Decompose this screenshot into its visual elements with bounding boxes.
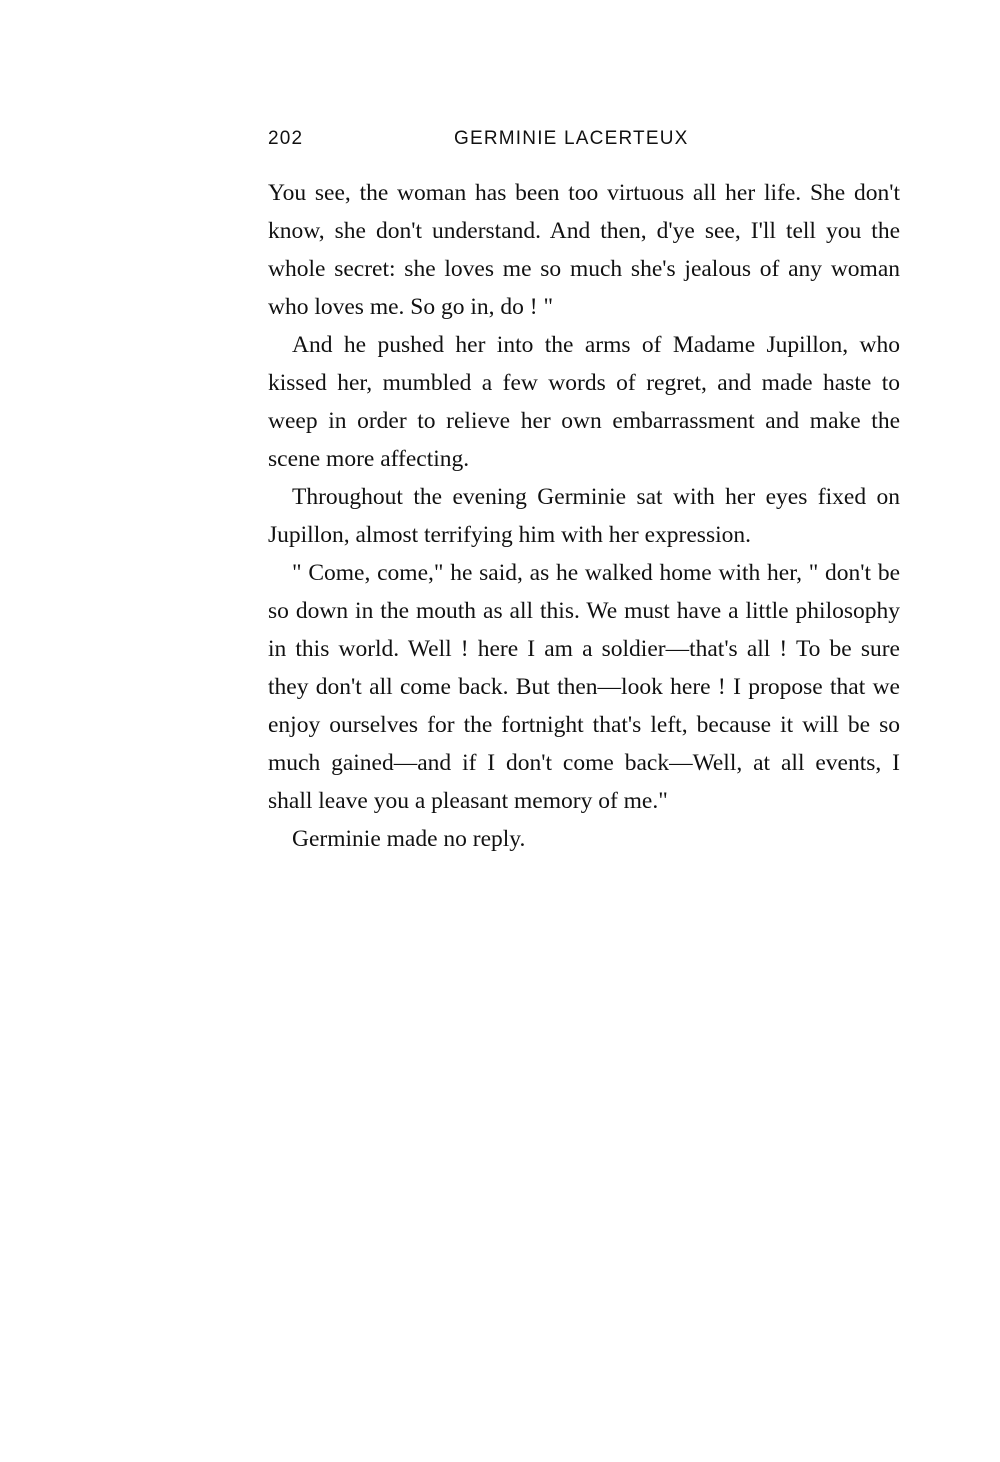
paragraph: " Come, come," he said, as he walked home with her, " don't be so down in the mouth as all this. We must have a little philosophy in this world. Well ! here I am a soldier—that's all ! To be sure they don't all come back. But then—look here ! I propose that we enjoy ourselves for the fortnight that's left, because it will be so much gained—and if I don't come back—Well, at all events, I shall leave you a pleasant memory of me." — [268, 560, 900, 814]
paragraph: And he pushed her into the arms of Madame Jupillon, who kissed her, mumbled a few words of regret, and made haste to weep in order to relieve her own embarrassment and make the scene more affecting. — [268, 332, 900, 472]
paragraph: Throughout the evening Germinie sat with her eyes fixed on Jupillon, almost terrifying him with her expression. — [268, 484, 900, 548]
running-head — [268, 128, 900, 158]
body-text — [268, 174, 900, 858]
paragraph: Germinie made no reply. — [292, 826, 526, 852]
page-number: 202 — [268, 128, 304, 149]
paragraph: You see, the woman has been too virtuous all her life. She don't know, she don't understand. And then, d'ye see, I'll tell you the whole secret: she loves me so much she's jealous of any woman who loves me. So go in, do ! " — [268, 180, 900, 320]
running-title: GERMINIE LACERTEUX — [454, 128, 689, 149]
